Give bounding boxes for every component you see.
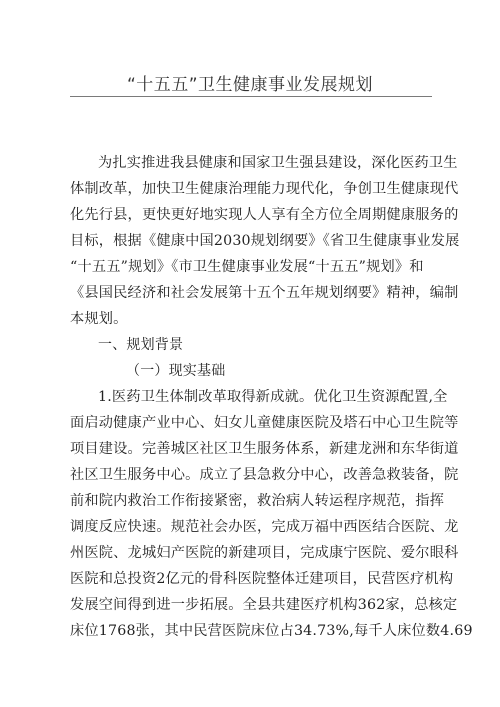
paragraph-line: 项目建设。完善城区社区卫生服务体系，新建龙洲和东华街道 [70,441,459,457]
document-title: “十五五”卫生健康事业发展规划 [126,75,374,95]
paragraph-line: 体制改革，加快卫生健康治理能力现代化，争创卫生健康现代 [70,181,459,197]
paragraph-line: 前和院内救治工作衔接紧密，救治病人转运程序规范，指挥 [70,493,445,509]
paragraph-line: 目标，根据《健康中国2030规划纲要》《省卫生健康事业发展 [70,233,460,249]
paragraph-line: “十五五”规划》《市卫生健康事业发展“十五五”规划》和 [70,259,424,275]
paragraph-line: 医院和总投资2亿元的骨科医院整体迁建项目，民营医疗机构 [70,571,454,587]
paragraph-line: 州医院、龙城妇产医院的新建项目，完成康宁医院、爱尔眼科 [70,545,459,561]
subsection-heading: （一）现实基础 [126,363,226,379]
paragraph-line: 1.医药卫生体制改革取得新成就。优化卫生资源配置,全 [98,389,448,405]
paragraph-line: 床位1768张，其中民营医院床位占34.73%,每千人床位数4.69 [70,623,473,639]
section-heading: 一、规划背景 [98,337,184,353]
title-divider [70,96,432,97]
paragraph-line: 社区卫生服务中心。成立了县急救分中心，改善急救装备，院 [70,467,459,483]
document-body [70,150,473,644]
paragraph-line: 调度反应快速。规范社会办医，完成万福中西医结合医院、龙 [70,519,459,535]
paragraph-line: 《县国民经济和社会发展第十五个五年规划纲要》精神，编制 [70,285,459,301]
paragraph-line: 发展空间得到进一步拓展。全县共建医疗机构362家，总核定 [70,597,458,613]
paragraph-line: 为扎实推进我县健康和国家卫生强县建设，深化医药卫生 [98,155,458,171]
paragraph-line: 化先行县，更快更好地实现人人享有全方位全周期健康服务的 [70,207,459,223]
paragraph-line: 面启动健康产业中心、妇女儿童健康医院及塔石中心卫生院等 [70,415,459,431]
paragraph-line: 本规划。 [70,311,128,327]
